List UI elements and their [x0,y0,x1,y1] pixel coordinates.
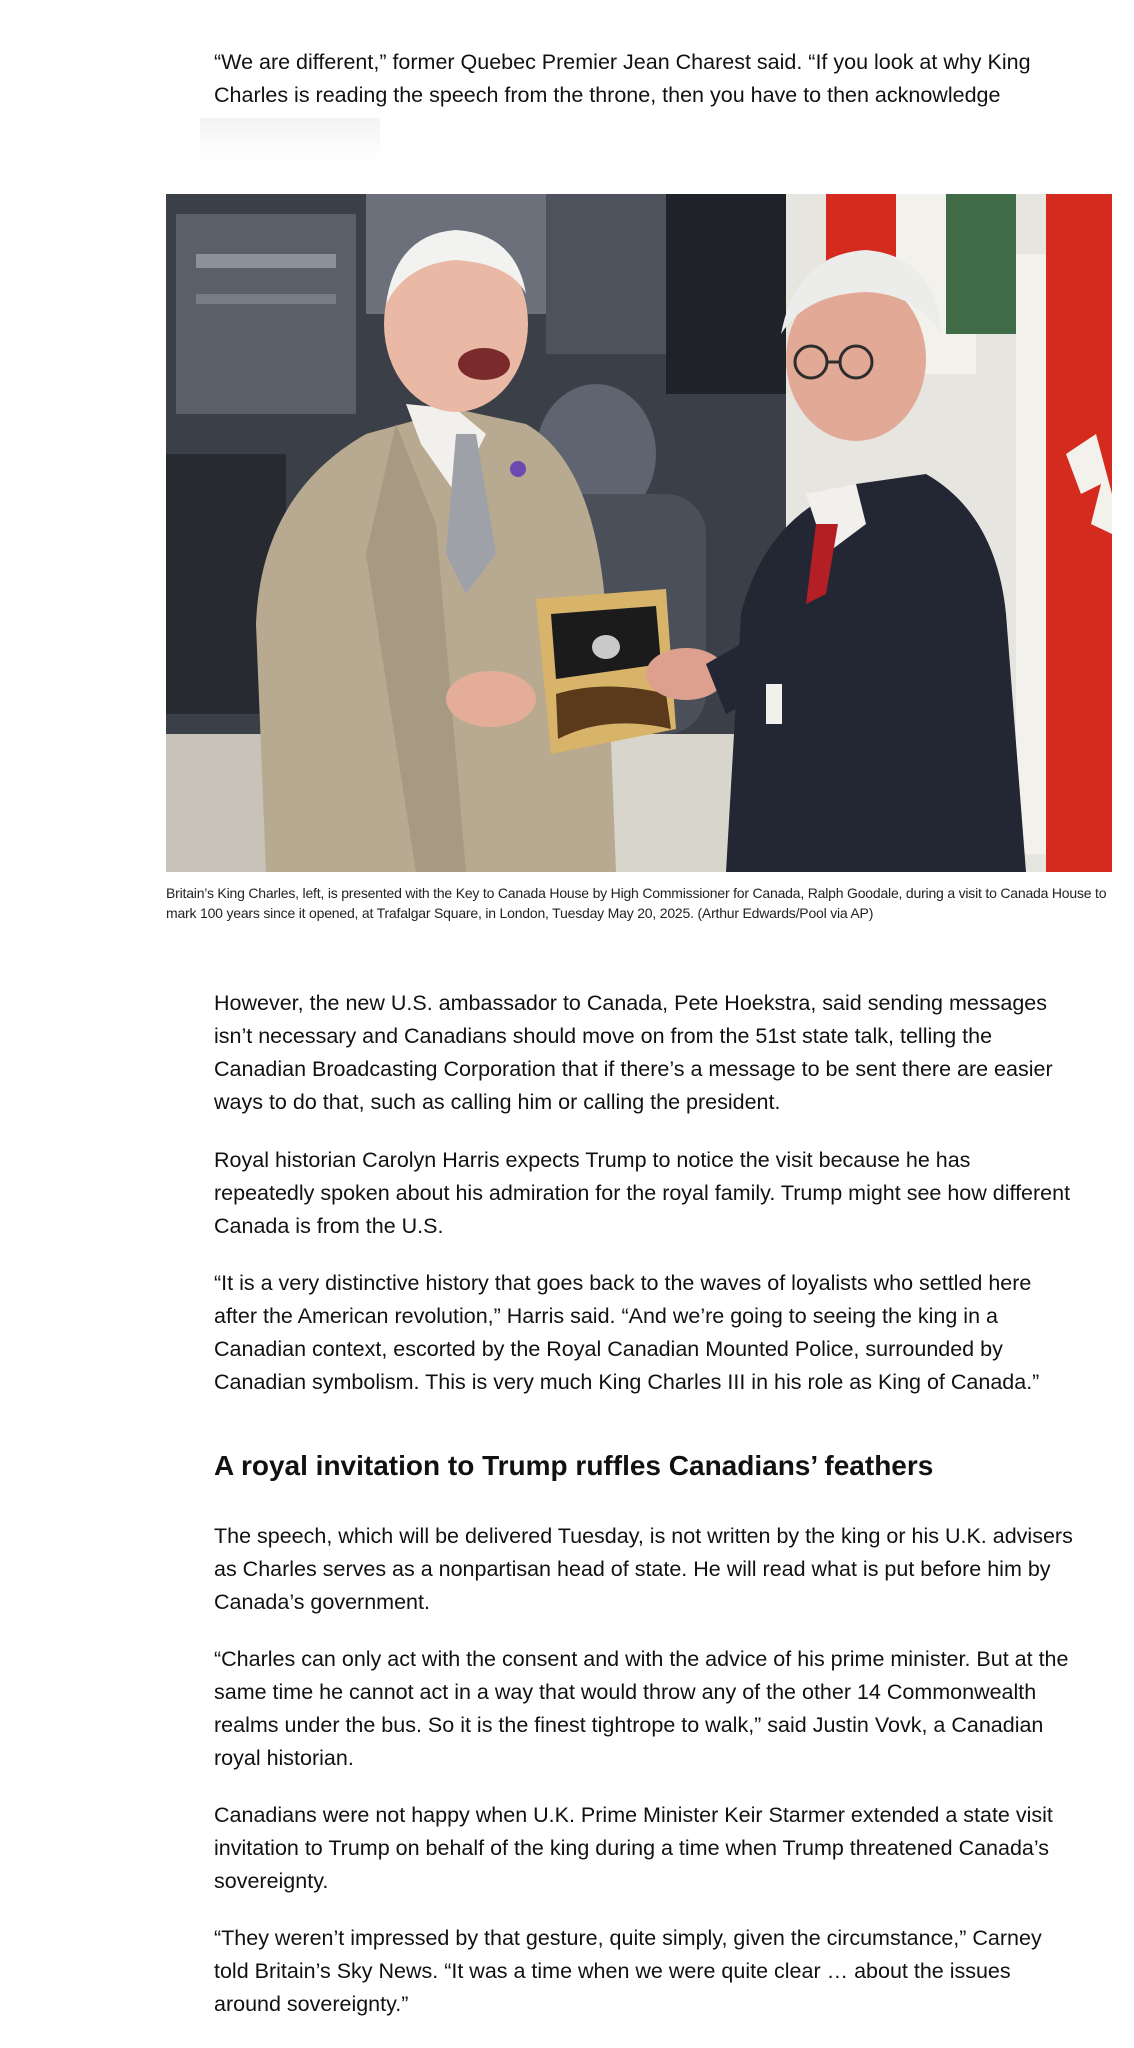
photo-caption: Britain’s King Charles, left, is presented with the Key to Canada House by High Commissioner for Canada, Ralph Goodale, during a visit to Canada House to mark 100 years since it opened, at Trafalgar Square, in London, Tuesday May 20, 2025. (Arthur Edwards/Pool via AP) [166,885,1107,921]
paragraph-speech: The speech, which will be delivered Tuesday, is not written by the king or his U.K. advisers as Charles serves as a nonpartisan head of state. He will read what is put before him by Canada’s government. [214,1524,1073,1614]
intro-paragraph: “We are different,” former Quebec Premier Jean Charest said. “If you look at why King Charles is reading the speech from the throne, then you have to then acknowledge [214,50,1031,107]
paragraph-hoekstra: However, the new U.S. ambassador to Canada, Pete Hoekstra, said sending messages isn’t necessary and Canadians should move on from the 51st state talk, telling the Canadian Broadcasting Corporation that if there’s a message to be sent there are easier ways to do that, such as calling him or calling the president. [214,991,1053,1114]
article-photo[interactable] [166,194,1112,872]
faded-overlay [200,118,380,160]
paragraph-harris: Royal historian Carolyn Harris expects Trump to notice the visit because he has repeatedly spoken about his admiration for the royal family. Trump might see how different Canada is from the U.S. [214,1148,1071,1238]
photo-illustration [166,194,1112,872]
section-subheading: A royal invitation to Trump ruffles Canadians’ feathers [214,1450,934,1481]
paragraph-vovk: “Charles can only act with the consent and with the advice of his prime minister. But at the same time he cannot act in a way that would throw any of the other 14 Commonwealth realms under the bus. So it is the finest tightrope to walk,” said Justin Vovk, a Canadian royal historian. [214,1647,1069,1770]
paragraph-carney: “They weren’t impressed by that gesture, quite simply, given the circumstance,” Carney told Britain’s Sky News. “It was a time when we were quite clear … about the issues around sovereignty.” [214,1926,1042,2016]
paragraph-harris-quote: “It is a very distinctive history that goes back to the waves of loyalists who settled here after the American revolution,” Harris said. “And we’re going to seeing the king in a Canadian context, escorted by the Royal Canadian Mounted Police, surrounded by Canadian symbolism. This is very much King Charles III in his role as King of Canada.” [214,1271,1040,1394]
paragraph-starmer: Canadians were not happy when U.K. Prime Minister Keir Starmer extended a state visit invitation to Trump on behalf of the king during a time when Trump threatened Canada’s sovereignty. [214,1803,1053,1893]
